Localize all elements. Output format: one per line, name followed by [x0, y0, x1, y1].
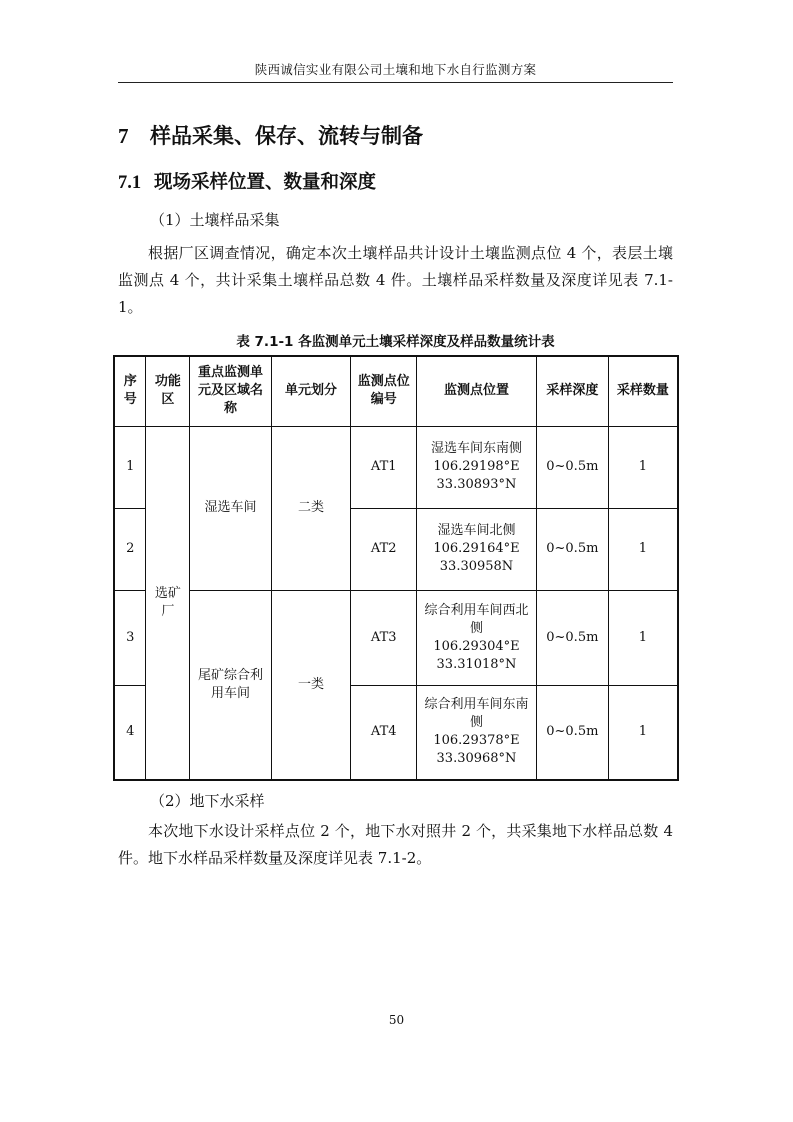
cell-no: 4 — [114, 685, 146, 780]
header-depth: 采样深度 — [536, 356, 608, 426]
point-location-name: 湿选车间北侧 — [437, 523, 516, 538]
header-point-location: 监测点位置 — [417, 356, 537, 426]
cell-no: 2 — [114, 508, 146, 590]
cell-depth: 0~0.5m — [536, 508, 608, 590]
cell-unit-class: 二类 — [271, 426, 351, 590]
cell-point-id: AT3 — [351, 590, 417, 685]
point-latitude: 33.30893°N — [436, 477, 517, 492]
cell-point-id: AT1 — [351, 426, 417, 508]
cell-function-area: 选矿厂 — [146, 426, 190, 780]
cell-count: 1 — [608, 508, 678, 590]
sampling-table — [113, 355, 679, 781]
point-longitude: 106.29198°E — [433, 459, 520, 474]
section-heading — [118, 120, 423, 150]
cell-no: 1 — [114, 426, 146, 508]
table-row — [114, 590, 678, 685]
groundwater-heading: （2）地下水采样 — [150, 792, 265, 810]
cell-point-location — [417, 685, 537, 780]
cell-depth: 0~0.5m — [536, 426, 608, 508]
header-no: 序号 — [114, 356, 146, 426]
header-point-id: 监测点位编号 — [351, 356, 417, 426]
soil-heading: （1）土壤样品采集 — [150, 211, 280, 229]
cell-depth: 0~0.5m — [536, 685, 608, 780]
point-location-name: 综合利用车间西北侧 — [424, 602, 529, 636]
cell-count: 1 — [608, 426, 678, 508]
header-unit-name: 重点监测单元及区域名称 — [190, 356, 272, 426]
cell-unit-class: 一类 — [271, 590, 351, 780]
cell-point-id: AT2 — [351, 508, 417, 590]
cell-point-location — [417, 590, 537, 685]
page-number: 50 — [388, 1013, 405, 1027]
point-location-name: 综合利用车间东南侧 — [424, 697, 529, 731]
table-row — [114, 426, 678, 508]
header-unit-class: 单元划分 — [271, 356, 351, 426]
cell-point-location — [417, 426, 537, 508]
cell-count: 1 — [608, 590, 678, 685]
page-header: 陕西诚信实业有限公司土壤和地下水自行监测方案 — [118, 60, 673, 83]
table-header-row — [114, 356, 678, 426]
cell-point-id: AT4 — [351, 685, 417, 780]
header-count: 采样数量 — [608, 356, 678, 426]
soil-paragraph: 根据厂区调查情况，确定本次土壤样品共计设计土壤监测点位 4 个，表层土壤监测点 4 个，共计采集土壤样品总数 4 件。土壤样品采样数量及深度详见表 7.1-1。 — [118, 244, 673, 316]
cell-depth: 0~0.5m — [536, 590, 608, 685]
subsection-heading — [118, 168, 376, 194]
point-longitude: 106.29378°E — [433, 733, 520, 749]
cell-no: 3 — [114, 590, 146, 685]
point-longitude: 106.29304°E — [433, 638, 520, 654]
subsection-number: 7.1 — [118, 173, 142, 193]
point-latitude: 33.31018°N — [436, 656, 517, 672]
cell-unit-name: 湿选车间 — [190, 426, 272, 590]
subsection-title: 现场采样位置、数量和深度 — [154, 172, 377, 193]
groundwater-paragraph: 本次地下水设计采样点位 2 个，地下水对照井 2 个，共采集地下水样品总数 4 件。地下水样品采样数量及深度详见表 7.1-2。 — [118, 822, 673, 867]
point-location-name: 湿选车间东南侧 — [430, 441, 522, 456]
point-longitude: 106.29164°E — [433, 541, 520, 556]
header-function-area: 功能区 — [146, 356, 190, 426]
table-caption: 表 7.1-1 各监测单元土壤采样深度及样品数量统计表 — [236, 334, 555, 350]
cell-point-location — [417, 508, 537, 590]
point-latitude: 33.30958N — [439, 559, 514, 574]
section-number: 7 — [118, 124, 129, 148]
cell-count: 1 — [608, 685, 678, 780]
cell-unit-name: 尾矿综合利用车间 — [190, 590, 272, 780]
point-latitude: 33.30968°N — [436, 751, 517, 767]
section-title: 样品采集、保存、流转与制备 — [150, 124, 423, 148]
